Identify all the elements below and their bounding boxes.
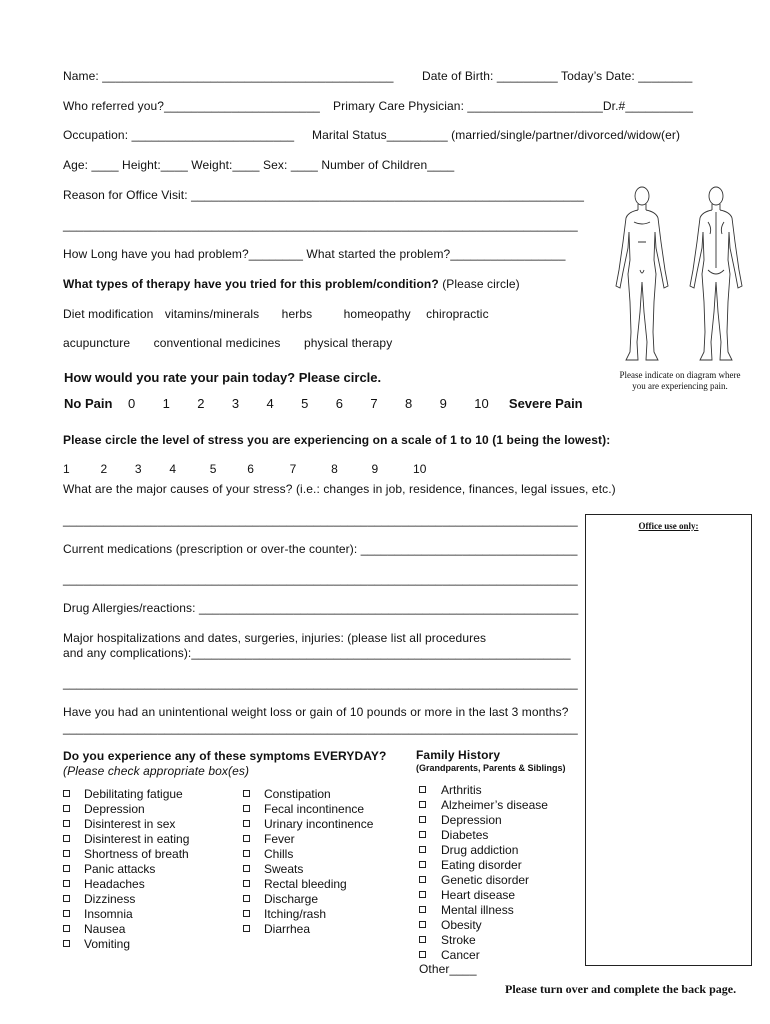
checkbox[interactable] bbox=[63, 835, 70, 842]
footer-note: Please turn over and complete the back page. bbox=[505, 982, 737, 996]
stress-option[interactable]: 1 bbox=[63, 462, 70, 476]
office-use-label: Office use only: bbox=[638, 521, 699, 531]
front-body-figure bbox=[616, 187, 668, 360]
checkbox[interactable] bbox=[243, 880, 250, 887]
weight-change-line[interactable]: ____________________________________________________________________________ bbox=[63, 721, 578, 735]
checkbox-label: Debilitating fatigue bbox=[84, 787, 183, 801]
pain-option[interactable]: 4 bbox=[266, 396, 274, 411]
checkbox[interactable] bbox=[63, 805, 70, 812]
checkbox-item[interactable] bbox=[243, 817, 373, 832]
family-history-list bbox=[419, 783, 548, 963]
checkbox[interactable] bbox=[63, 820, 70, 827]
checkbox[interactable] bbox=[243, 895, 250, 902]
hospitalizations-line-2[interactable]: ____________________________________________________________________________ bbox=[63, 676, 578, 690]
checkbox[interactable] bbox=[243, 805, 250, 812]
symptoms-column-1 bbox=[63, 787, 189, 952]
weight-change-question: Have you had an unintentional weight loss or gain of 10 pounds or more in the last 3 months? bbox=[63, 705, 569, 719]
stress-question: Please circle the level of stress you are experiencing on a scale of 1 to 10 (1 being the lowest): bbox=[63, 433, 611, 447]
checkbox-label: Depression bbox=[441, 813, 502, 827]
stress-causes-question: What are the major causes of your stress? (i.e.: changes in job, residence, finances, legal issues, etc.) bbox=[63, 482, 616, 496]
checkbox-label: Nausea bbox=[84, 922, 126, 936]
checkbox[interactable] bbox=[243, 910, 250, 917]
checkbox-label: Insomnia bbox=[84, 907, 133, 921]
symptoms-note: (Please check appropriate box(es) bbox=[63, 764, 250, 778]
reason-line[interactable]: Reason for Office Visit: __________________________________________________________ bbox=[63, 188, 584, 202]
checkbox[interactable] bbox=[419, 876, 426, 883]
checkbox-item[interactable] bbox=[63, 862, 189, 877]
diagram-caption-line: Please indicate on diagram where bbox=[619, 370, 741, 380]
checkbox[interactable] bbox=[63, 850, 70, 857]
checkbox[interactable] bbox=[243, 820, 250, 827]
therapy-option[interactable]: conventional medicines bbox=[153, 336, 281, 350]
checkbox-item[interactable] bbox=[243, 877, 373, 892]
checkbox-item[interactable] bbox=[243, 907, 373, 922]
checkbox-item[interactable] bbox=[63, 802, 189, 817]
checkbox-item[interactable] bbox=[419, 783, 548, 798]
checkbox[interactable] bbox=[419, 891, 426, 898]
checkbox-item[interactable] bbox=[419, 798, 548, 813]
hospitalizations-question: Major hospitalizations and dates, surgeries, injuries: (please list all procedures bbox=[63, 631, 487, 645]
checkbox-item[interactable] bbox=[419, 933, 548, 948]
therapy-option[interactable]: chiropractic bbox=[426, 307, 489, 321]
checkbox-label: Panic attacks bbox=[84, 862, 156, 876]
checkbox-label: Sweats bbox=[264, 862, 304, 876]
symptoms-column-2 bbox=[243, 787, 373, 937]
checkbox-item[interactable] bbox=[63, 847, 189, 862]
stress-option[interactable]: 7 bbox=[289, 462, 297, 476]
therapy-question: What types of therapy have you tried for this problem/condition? bbox=[63, 277, 439, 291]
pain-scale bbox=[64, 396, 583, 411]
back-body-figure bbox=[690, 187, 742, 360]
checkbox-label: Heart disease bbox=[441, 888, 516, 902]
diagram-caption bbox=[602, 370, 758, 392]
stress-option[interactable]: 10 bbox=[412, 462, 427, 476]
pain-option[interactable]: 8 bbox=[405, 396, 413, 411]
pain-option[interactable]: 0 bbox=[128, 396, 136, 411]
body-diagram[interactable] bbox=[604, 182, 754, 368]
checkbox-item[interactable] bbox=[63, 817, 189, 832]
medications-line[interactable]: Current medications (prescription or over-the counter): ________________________________ bbox=[63, 542, 578, 556]
stress-option[interactable]: 5 bbox=[209, 462, 217, 476]
stress-option[interactable]: 6 bbox=[247, 462, 254, 476]
checkbox[interactable] bbox=[419, 801, 426, 808]
checkbox-label: Genetic disorder bbox=[441, 873, 530, 887]
checkbox[interactable] bbox=[63, 910, 70, 917]
pain-option[interactable]: 3 bbox=[231, 396, 240, 411]
pain-option[interactable]: 2 bbox=[197, 396, 205, 411]
pain-question-end: . bbox=[377, 370, 382, 385]
pain-option[interactable]: 10 bbox=[474, 396, 489, 411]
pain-option[interactable]: 1 bbox=[162, 396, 170, 411]
checkbox[interactable] bbox=[243, 835, 250, 842]
checkbox-label: Shortness of breath bbox=[84, 847, 189, 861]
symptoms-question: Do you experience any of these symptoms EVERYDAY? bbox=[63, 749, 387, 763]
checkbox-label: Dizziness bbox=[84, 892, 136, 906]
checkbox[interactable] bbox=[419, 831, 426, 838]
allergies-line[interactable]: Drug Allergies/reactions: ________________________________________________________ bbox=[63, 601, 579, 615]
checkbox-item[interactable] bbox=[419, 843, 548, 858]
checkbox-item[interactable] bbox=[63, 787, 189, 802]
problem-duration-line[interactable]: How Long have you had problem?________ What started the problem?_________________ bbox=[63, 247, 566, 261]
checkbox-label: Disinterest in eating bbox=[84, 832, 190, 846]
pain-option[interactable]: 5 bbox=[301, 396, 309, 411]
stress-option[interactable]: 9 bbox=[371, 462, 379, 476]
checkbox-label: Disinterest in sex bbox=[84, 817, 176, 831]
name-line[interactable]: Name: ___________________________________________ bbox=[63, 69, 394, 83]
checkbox-label: Eating disorder bbox=[441, 858, 522, 872]
checkbox[interactable] bbox=[243, 925, 250, 932]
checkbox[interactable] bbox=[243, 850, 250, 857]
therapy-option[interactable]: acupuncture bbox=[63, 336, 131, 350]
family-other-line[interactable]: Other____ bbox=[419, 962, 477, 976]
checkbox-label: Stroke bbox=[441, 933, 476, 947]
checkbox-label: Fever bbox=[264, 832, 295, 846]
checkbox[interactable] bbox=[419, 786, 426, 793]
checkbox-label: Alzheimer’s disease bbox=[441, 798, 548, 812]
stress-option[interactable]: 8 bbox=[331, 462, 338, 476]
checkbox-label: Diabetes bbox=[441, 828, 489, 842]
checkbox[interactable] bbox=[63, 925, 70, 932]
checkbox[interactable] bbox=[63, 790, 70, 797]
checkbox-item[interactable] bbox=[419, 888, 548, 903]
checkbox-item[interactable] bbox=[63, 832, 189, 847]
checkbox-label: Constipation bbox=[264, 787, 331, 801]
checkbox-item[interactable] bbox=[419, 948, 548, 963]
therapy-note: (Please circle) bbox=[442, 277, 520, 291]
checkbox[interactable] bbox=[243, 790, 250, 797]
reason-line-2[interactable]: ____________________________________________________________________________ bbox=[63, 218, 578, 232]
checkbox-item[interactable] bbox=[243, 862, 373, 877]
checkbox-label: Drug addiction bbox=[441, 843, 519, 857]
checkbox-label: Vomiting bbox=[84, 937, 131, 951]
pain-option[interactable]: 9 bbox=[439, 396, 447, 411]
physician-line[interactable]: Primary Care Physician: ____________________Dr.#__________ bbox=[333, 99, 694, 113]
referred-line[interactable]: Who referred you?_______________________ bbox=[63, 99, 320, 113]
office-use-box bbox=[585, 514, 752, 966]
checkbox[interactable] bbox=[63, 940, 70, 947]
therapy-option[interactable]: homeopathy bbox=[343, 307, 411, 321]
checkbox[interactable] bbox=[419, 921, 426, 928]
checkbox-item[interactable] bbox=[243, 802, 373, 817]
stress-scale bbox=[63, 462, 427, 476]
diagram-caption-line: you are experiencing pain. bbox=[632, 381, 728, 391]
checkbox-item[interactable] bbox=[419, 813, 548, 828]
therapy-row-1 bbox=[63, 307, 489, 321]
checkbox-item[interactable] bbox=[419, 828, 548, 843]
marital-status-line[interactable]: Marital Status_________ (married/single/partner/divorced/widow(er) bbox=[312, 128, 681, 142]
stress-causes-line[interactable]: ____________________________________________________________________________ bbox=[63, 513, 578, 527]
pain-question: How would you rate your pain today? Please circle bbox=[64, 370, 378, 385]
age-height-line[interactable]: Age: ____ Height:____ Weight:____ Sex: ____ Number of Children____ bbox=[63, 158, 455, 172]
checkbox-item[interactable] bbox=[63, 922, 189, 937]
checkbox-item[interactable] bbox=[419, 903, 548, 918]
checkbox[interactable] bbox=[243, 865, 250, 872]
checkbox[interactable] bbox=[63, 880, 70, 887]
checkbox-item[interactable] bbox=[63, 877, 189, 892]
dob-date-line[interactable]: Date of Birth: _________ Today’s Date: ________ bbox=[422, 69, 693, 83]
checkbox-label: Fecal incontinence bbox=[264, 802, 365, 816]
checkbox-label: Depression bbox=[84, 802, 145, 816]
checkbox[interactable] bbox=[419, 816, 426, 823]
checkbox-label: Mental illness bbox=[441, 903, 514, 917]
pain-option[interactable]: 6 bbox=[335, 396, 344, 411]
family-history-title: Family History bbox=[416, 748, 501, 762]
therapy-row-2 bbox=[63, 336, 392, 350]
checkbox-item[interactable] bbox=[63, 937, 189, 952]
checkbox-item[interactable] bbox=[419, 858, 548, 873]
medications-line-2[interactable]: ____________________________________________________________________________ bbox=[63, 572, 578, 586]
checkbox-label: Urinary incontinence bbox=[264, 817, 374, 831]
checkbox[interactable] bbox=[63, 895, 70, 902]
therapy-option[interactable]: herbs bbox=[281, 307, 313, 321]
severe-pain-label: Severe Pain bbox=[508, 396, 583, 411]
checkbox-item[interactable] bbox=[243, 847, 373, 862]
checkbox-item[interactable] bbox=[243, 922, 373, 937]
no-pain-label: No Pain bbox=[64, 396, 113, 411]
checkbox-item[interactable] bbox=[63, 907, 189, 922]
checkbox-item[interactable] bbox=[419, 918, 548, 933]
stress-option[interactable]: 3 bbox=[134, 462, 142, 476]
checkbox-label: Arthritis bbox=[441, 783, 482, 797]
checkbox[interactable] bbox=[419, 951, 426, 958]
checkbox[interactable] bbox=[419, 846, 426, 853]
checkbox-label: Diarrhea bbox=[264, 922, 311, 936]
checkbox-item[interactable] bbox=[243, 787, 373, 802]
checkbox-label: Obesity bbox=[441, 918, 482, 932]
checkbox-item[interactable] bbox=[63, 892, 189, 907]
family-history-note: (Grandparents, Parents & Siblings) bbox=[416, 763, 566, 773]
therapy-option[interactable]: vitamins/minerals bbox=[164, 307, 260, 321]
checkbox[interactable] bbox=[419, 936, 426, 943]
pain-option[interactable]: 7 bbox=[370, 396, 378, 411]
therapy-option[interactable]: physical therapy bbox=[303, 336, 393, 350]
checkbox[interactable] bbox=[419, 861, 426, 868]
checkbox-item[interactable] bbox=[243, 832, 373, 847]
checkbox-label: Itching/rash bbox=[264, 907, 327, 921]
checkbox-label: Rectal bleeding bbox=[264, 877, 347, 891]
checkbox-label: Cancer bbox=[441, 948, 480, 962]
checkbox-item[interactable] bbox=[419, 873, 548, 888]
checkbox-item[interactable] bbox=[243, 892, 373, 907]
checkbox[interactable] bbox=[419, 906, 426, 913]
checkbox-label: Discharge bbox=[264, 892, 319, 906]
checkbox-label: Chills bbox=[264, 847, 294, 861]
hospitalizations-line[interactable]: and any complications):________________________________________________________ bbox=[63, 646, 571, 660]
therapy-option[interactable]: Diet modification bbox=[63, 307, 154, 321]
checkbox[interactable] bbox=[63, 865, 70, 872]
stress-option[interactable]: 4 bbox=[169, 462, 177, 476]
stress-option[interactable]: 2 bbox=[100, 462, 108, 476]
occupation-line[interactable]: Occupation: ________________________ bbox=[63, 128, 295, 142]
checkbox-label: Headaches bbox=[84, 877, 145, 891]
